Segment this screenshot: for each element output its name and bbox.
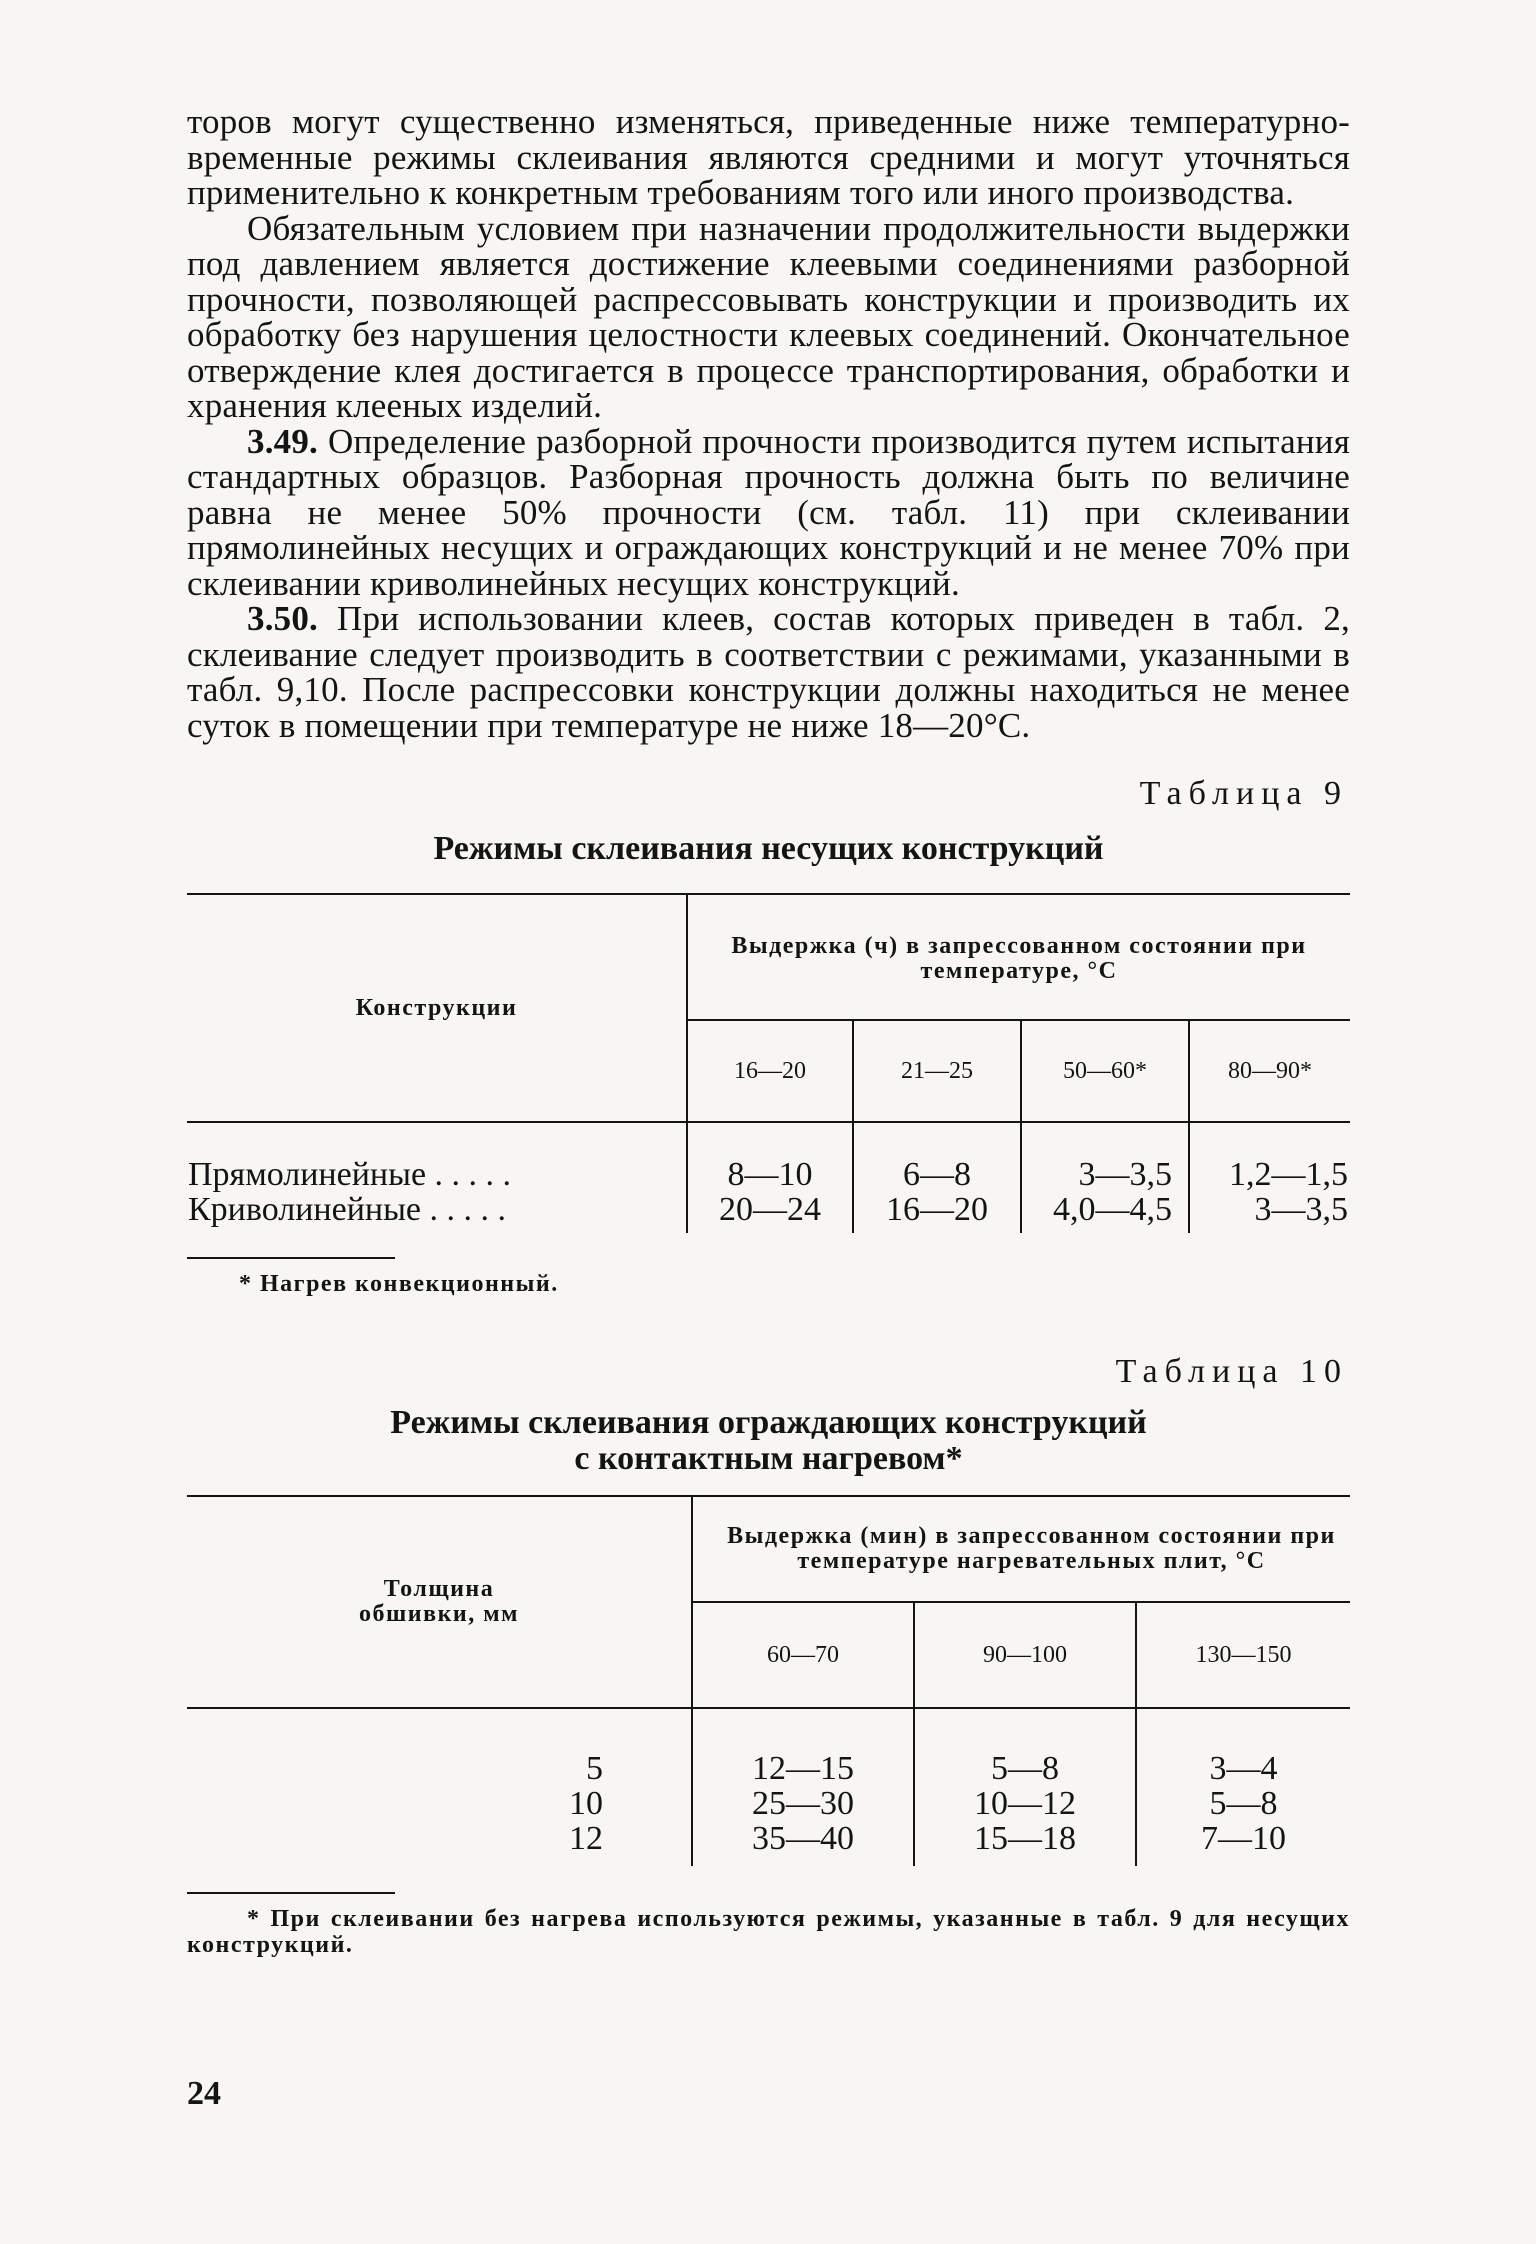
table9-value: 8—10 bbox=[727, 1156, 813, 1193]
table9-row-label: Криволинейные . . . . . bbox=[188, 1191, 507, 1228]
table10-row-labels bbox=[187, 1708, 692, 1866]
table9-temp-header: 16—20 bbox=[687, 1020, 853, 1122]
table9-cell bbox=[1189, 1122, 1350, 1233]
table10-temp-header: 90—100 bbox=[914, 1602, 1136, 1708]
page-number: 24 bbox=[187, 2075, 221, 2112]
table10-title bbox=[187, 1405, 1350, 1477]
table9-cell bbox=[853, 1122, 1021, 1233]
table10-value: 35—40 bbox=[752, 1820, 854, 1857]
table9-temp-header: 50—60* bbox=[1021, 1020, 1189, 1122]
table10-row-label: 5 bbox=[586, 1750, 603, 1787]
page-content bbox=[187, 104, 1350, 1958]
table10-value: 3—4 bbox=[1209, 1750, 1278, 1787]
table10 bbox=[187, 1495, 1350, 1866]
footnote-rule bbox=[187, 1892, 395, 1894]
table10-title-line: Режимы склеивания ограждающих конструкций bbox=[390, 1404, 1147, 1441]
footnote-rule bbox=[187, 1257, 395, 1259]
table9-cell bbox=[687, 1122, 853, 1233]
table9-title: Режимы склеивания несущих конструкций bbox=[433, 830, 1104, 867]
table10-value: 25—30 bbox=[752, 1785, 854, 1822]
table9-value: 20—24 bbox=[719, 1191, 821, 1228]
clause-number: 3.49. bbox=[247, 421, 318, 461]
table9-cell bbox=[1021, 1122, 1189, 1233]
table9-temp-header: 21—25 bbox=[853, 1020, 1021, 1122]
table10-temp-header: 60—70 bbox=[692, 1602, 914, 1708]
table10-col-header bbox=[187, 1496, 692, 1708]
clause-text: При использовании клеев, состав которых приведен в табл. 2, склеивание следует производить в соответствии с режимами, указанными в табл. 9,10. После распрессовки конструкции должны находиться не менее суток в помещении при температуре не ниже 18—20°С. bbox=[187, 599, 1351, 745]
table10-group-header: Выдержка (мин) в запрессованном состоянии при температуре нагревательных плит, °С bbox=[692, 1496, 1350, 1602]
table9-col-header: Конструкции bbox=[187, 894, 687, 1122]
table9-row-label: Прямолинейные . . . . . bbox=[188, 1156, 512, 1193]
table9-caption: Таблица 9 bbox=[1139, 775, 1348, 812]
table10-value: 5—8 bbox=[1209, 1785, 1278, 1822]
table9-row-labels bbox=[187, 1122, 687, 1233]
clause-number: 3.50. bbox=[247, 599, 318, 638]
table9-value: 1,2—1,5 bbox=[1229, 1156, 1348, 1193]
table10-value: 12—15 bbox=[752, 1750, 854, 1787]
table10-row-label: 12 bbox=[569, 1820, 603, 1857]
table9-group-header: Выдержка (ч) в запрессованном состоянии при температуре, °С bbox=[687, 894, 1350, 1020]
paragraph-3-50 bbox=[187, 601, 1350, 743]
table10-value: 5—8 bbox=[991, 1750, 1059, 1787]
table10-value: 7—10 bbox=[1201, 1820, 1286, 1857]
table10-col-header-line: обшивки, мм bbox=[359, 1601, 519, 1627]
table10-row-label: 10 bbox=[569, 1785, 603, 1822]
table9-value: 3—3,5 bbox=[1254, 1191, 1348, 1228]
paragraph-2: Обязательным условием при назначении продолжительности выдержки под давлением является достижение клеевыми соединениями разборной прочности, позволяющей распрессовывать конструкции и производить их обработку без нарушения целостности клеевых соединений. Окончательное отверждение клея достигается в процессе транспортирования, обработки и хранения клееных изделий. bbox=[187, 208, 1350, 425]
table9-footnote: * Нагрев конвекционный. bbox=[239, 1271, 559, 1297]
paragraph-1: торов могут существенно изменяться, приведенные ниже температурно-временные режимы склеивания являются средними и могут уточняться применительно к конкретным требованиям того или иного производства. bbox=[187, 102, 1350, 212]
table9 bbox=[187, 893, 1350, 1233]
table10-cell bbox=[1136, 1708, 1350, 1866]
table10-cell bbox=[692, 1708, 914, 1866]
table9-value: 6—8 bbox=[903, 1156, 971, 1193]
paragraph-3-49 bbox=[187, 421, 1350, 603]
table10-cell bbox=[914, 1708, 1136, 1866]
table10-temp-header: 130—150 bbox=[1136, 1602, 1350, 1708]
table9-value: 16—20 bbox=[886, 1191, 988, 1228]
table10-value: 15—18 bbox=[974, 1820, 1076, 1857]
table9-temp-header: 80—90* bbox=[1189, 1020, 1350, 1122]
table9-value: 4,0—4,5 bbox=[1053, 1191, 1172, 1228]
table10-footnote: * При склеивании без нагрева используются режимы, указанные в табл. 9 для несущих конструкций. bbox=[187, 1906, 1350, 1958]
table10-caption: Таблица 10 bbox=[1115, 1353, 1348, 1390]
table9-value: 3—3,5 bbox=[1078, 1156, 1172, 1193]
table10-value: 10—12 bbox=[974, 1785, 1076, 1822]
table10-col-header-line: Толщина bbox=[383, 1576, 495, 1602]
clause-text: Определение разборной прочности производится путем испытания стандартных образцов. Разборная прочность должна быть по величине равна не менее 50% прочности (см. табл. 11) при склеивании прямолинейных несущих и ограждающих конструкций и не менее 70% при склеивании криволинейных несущих конструкций. bbox=[187, 421, 1350, 603]
table10-title-line: с контактным нагревом* bbox=[574, 1440, 963, 1477]
